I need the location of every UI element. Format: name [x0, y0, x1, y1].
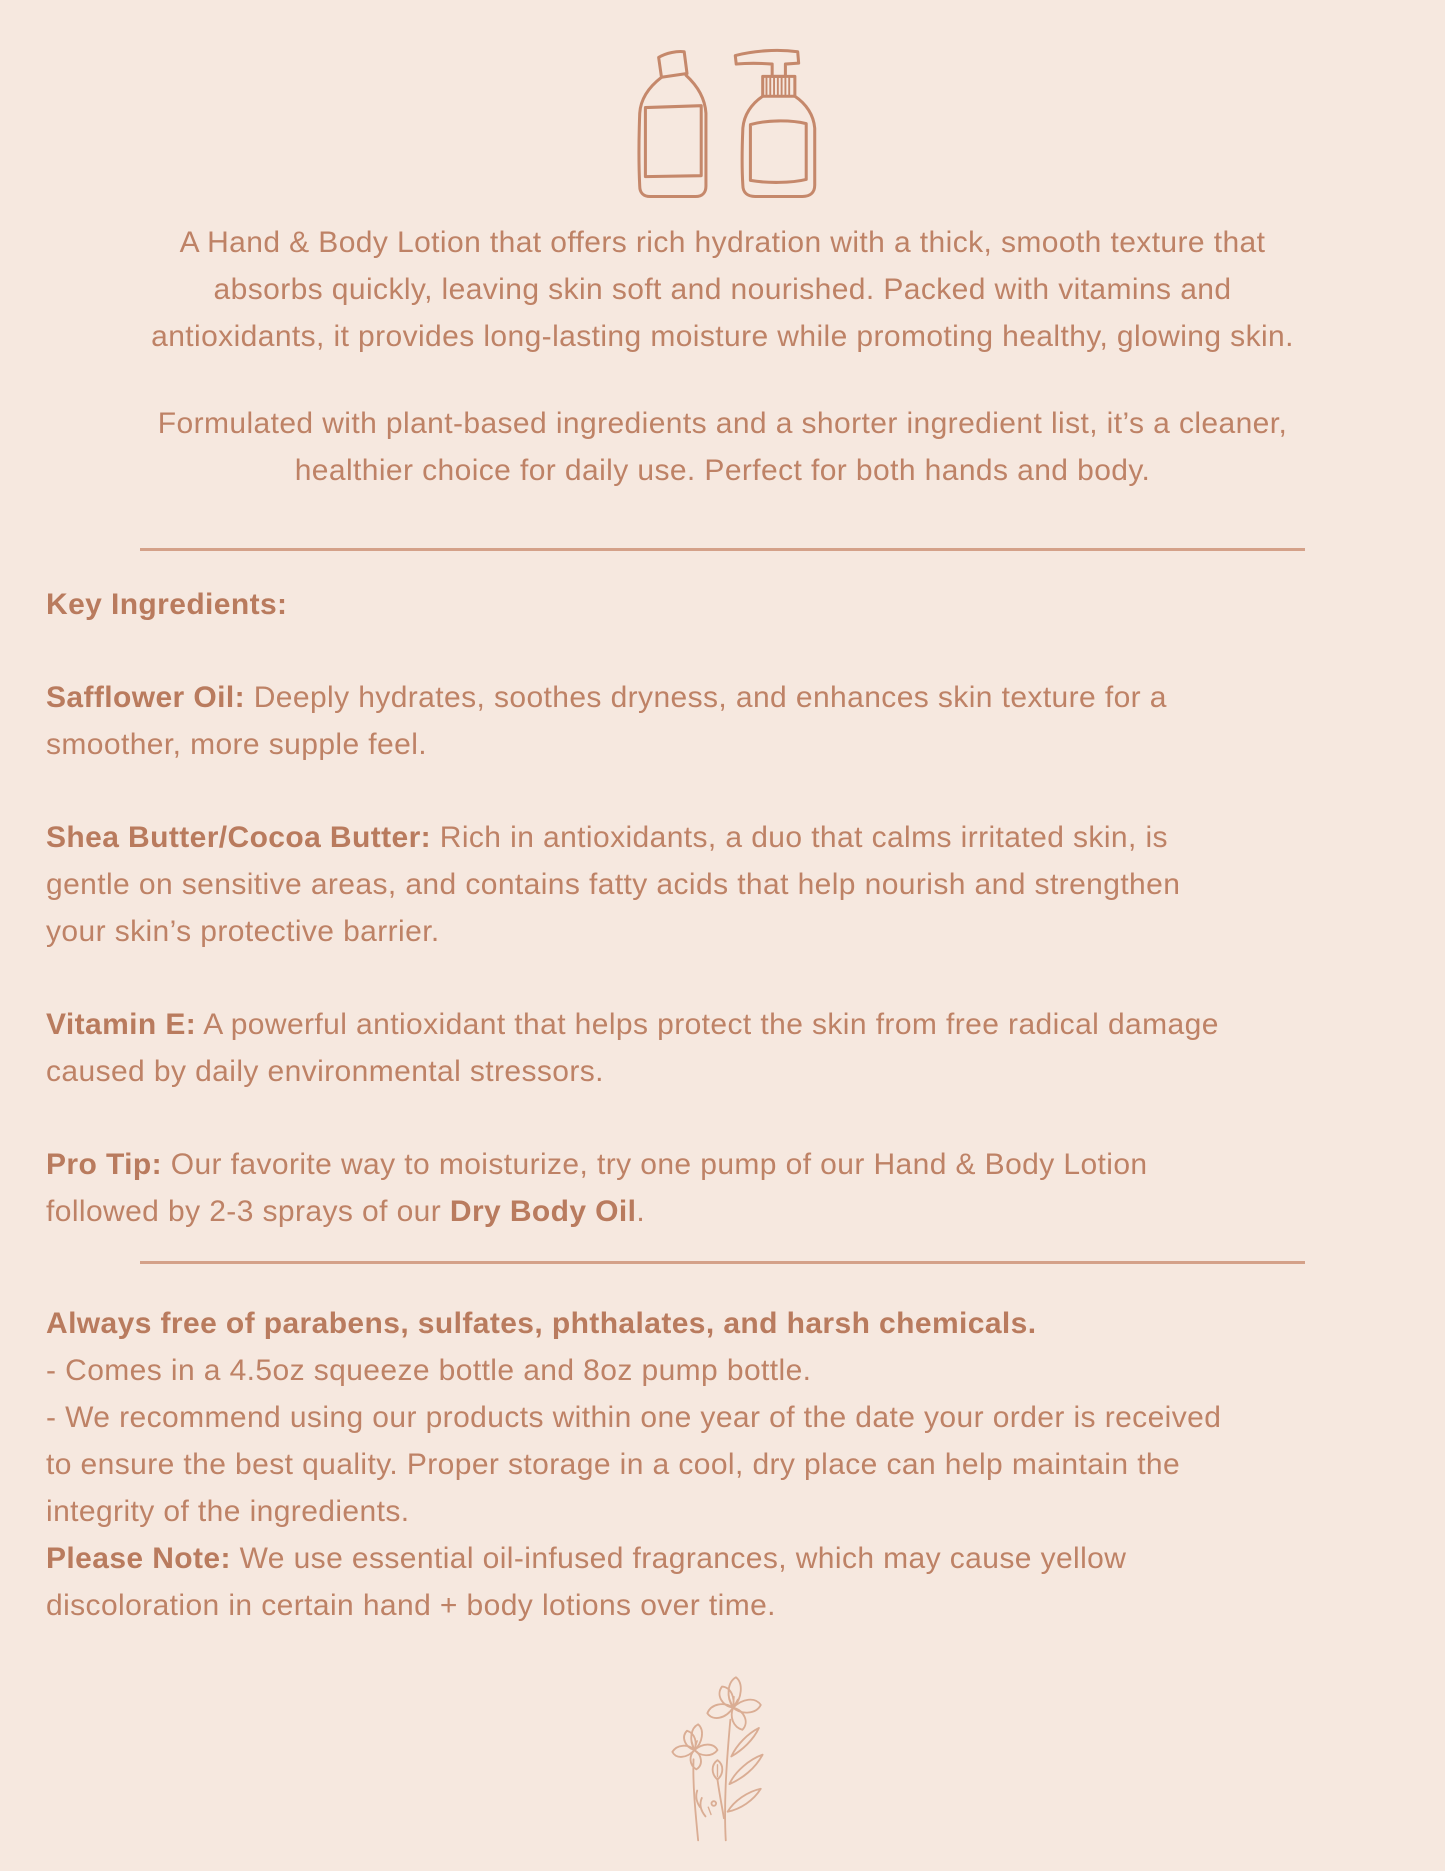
- ingredient-line: [46, 814, 1405, 861]
- ingredient-label: Shea Butter/Cocoa Butter:: [46, 821, 432, 854]
- intro-p2-line-2: healthier choice for daily use. Perfect for both hands and body.: [294, 454, 1151, 487]
- notes-line: [46, 1488, 1405, 1535]
- notes-line: [46, 1394, 1405, 1441]
- intro-p1-line-2: absorbs quickly, leaving skin soft and nourished. Packed with vitamins and: [213, 273, 1232, 306]
- intro-paragraph-2: [40, 400, 1405, 494]
- ingredient-shea-cocoa-butter: [46, 814, 1405, 955]
- notes-text: integrity of the ingredients.: [46, 1495, 410, 1528]
- pro-tip-line: [46, 1141, 1405, 1188]
- top-divider: [140, 548, 1305, 551]
- bottles-illustration: [0, 0, 1445, 205]
- bottom-divider: [140, 1261, 1305, 1264]
- notes-line: [46, 1300, 1405, 1347]
- ingredient-safflower-oil: [46, 674, 1405, 768]
- flower-left: [672, 1724, 717, 1769]
- key-ingredients-heading: Key Ingredients:: [46, 588, 288, 621]
- ingredient-label: Vitamin E:: [46, 1008, 197, 1041]
- notes-text: - Comes in a 4.5oz squeeze bottle and 8oz pump bottle.: [46, 1354, 812, 1387]
- notes-text: to ensure the best quality. Proper storage in a cool, dry place can help maintain the: [46, 1448, 1181, 1481]
- notes-bold: Always free of parabens, sulfates, phthalates, and harsh chemicals.: [46, 1307, 1037, 1340]
- flower-top: [707, 1677, 760, 1730]
- dry-body-oil-mention: Dry Body Oil: [449, 1195, 637, 1228]
- intro-paragraph-1: [40, 219, 1405, 360]
- intro-section: [0, 219, 1445, 494]
- ingredient-line: [46, 1001, 1405, 1048]
- ingredient-label: Safflower Oil:: [46, 681, 245, 714]
- notes-line: [46, 1441, 1405, 1488]
- notes-bold: Please Note:: [46, 1542, 231, 1575]
- intro-p1-line-1: A Hand & Body Lotion that offers rich hydration with a thick, smooth texture that: [179, 226, 1266, 259]
- pro-tip-line: [46, 1188, 1405, 1235]
- pro-tip-text: Our favorite way to moisturize, try one pump of our Hand & Body Lotion: [161, 1148, 1148, 1181]
- pro-tip: [46, 1141, 1405, 1235]
- squeeze-bottle-icon: [639, 52, 706, 197]
- pro-tip-text: .: [636, 1195, 646, 1228]
- flower-bud: [712, 1760, 722, 1779]
- notes-text: We use essential oil-infused fragrances, which may cause yellow: [230, 1542, 1127, 1575]
- notes-line: [46, 1535, 1405, 1582]
- pro-tip-text: followed by 2-3 sprays of our: [46, 1195, 450, 1228]
- pro-tip-label: Pro Tip:: [46, 1148, 162, 1181]
- pump-bottle-icon: [735, 50, 814, 196]
- ingredient-text: smoother, more supple feel.: [46, 728, 427, 761]
- ingredient-text: A powerful antioxidant that helps protect the skin from free radical damage: [196, 1008, 1219, 1041]
- ingredient-vitamin-e: [46, 1001, 1405, 1095]
- intro-p1-line-3: antioxidants, it provides long-lasting moisture while promoting healthy, glowing skin.: [151, 320, 1294, 353]
- notes-text: discoloration in certain hand + body lotions over time.: [46, 1589, 776, 1622]
- wildflowers-icon: [643, 1669, 803, 1844]
- notes-text: - We recommend using our products within one year of the date your order is received: [46, 1401, 1222, 1434]
- notes-line: [46, 1347, 1405, 1394]
- ingredient-text: Deeply hydrates, soothes dryness, and enhances skin texture for a: [244, 681, 1167, 714]
- ingredient-text: Rich in antioxidants, a duo that calms irritated skin, is: [431, 821, 1168, 854]
- lotion-bottles-icon: [615, 30, 830, 205]
- intro-p2-line-1: Formulated with plant-based ingredients and a shorter ingredient list, it’s a cleaner,: [157, 407, 1288, 440]
- product-notes-section: [0, 1300, 1445, 1629]
- flower-illustration: [0, 1669, 1445, 1844]
- ingredient-text: your skin’s protective barrier.: [46, 915, 440, 948]
- ingredient-line: [46, 674, 1405, 721]
- ingredient-text: gentle on sensitive areas, and contains fatty acids that help nourish and strengthen: [46, 868, 1181, 901]
- key-ingredients-section: [0, 581, 1445, 1235]
- ingredient-text: caused by daily environmental stressors.: [46, 1055, 604, 1088]
- notes-line: [46, 1582, 1405, 1629]
